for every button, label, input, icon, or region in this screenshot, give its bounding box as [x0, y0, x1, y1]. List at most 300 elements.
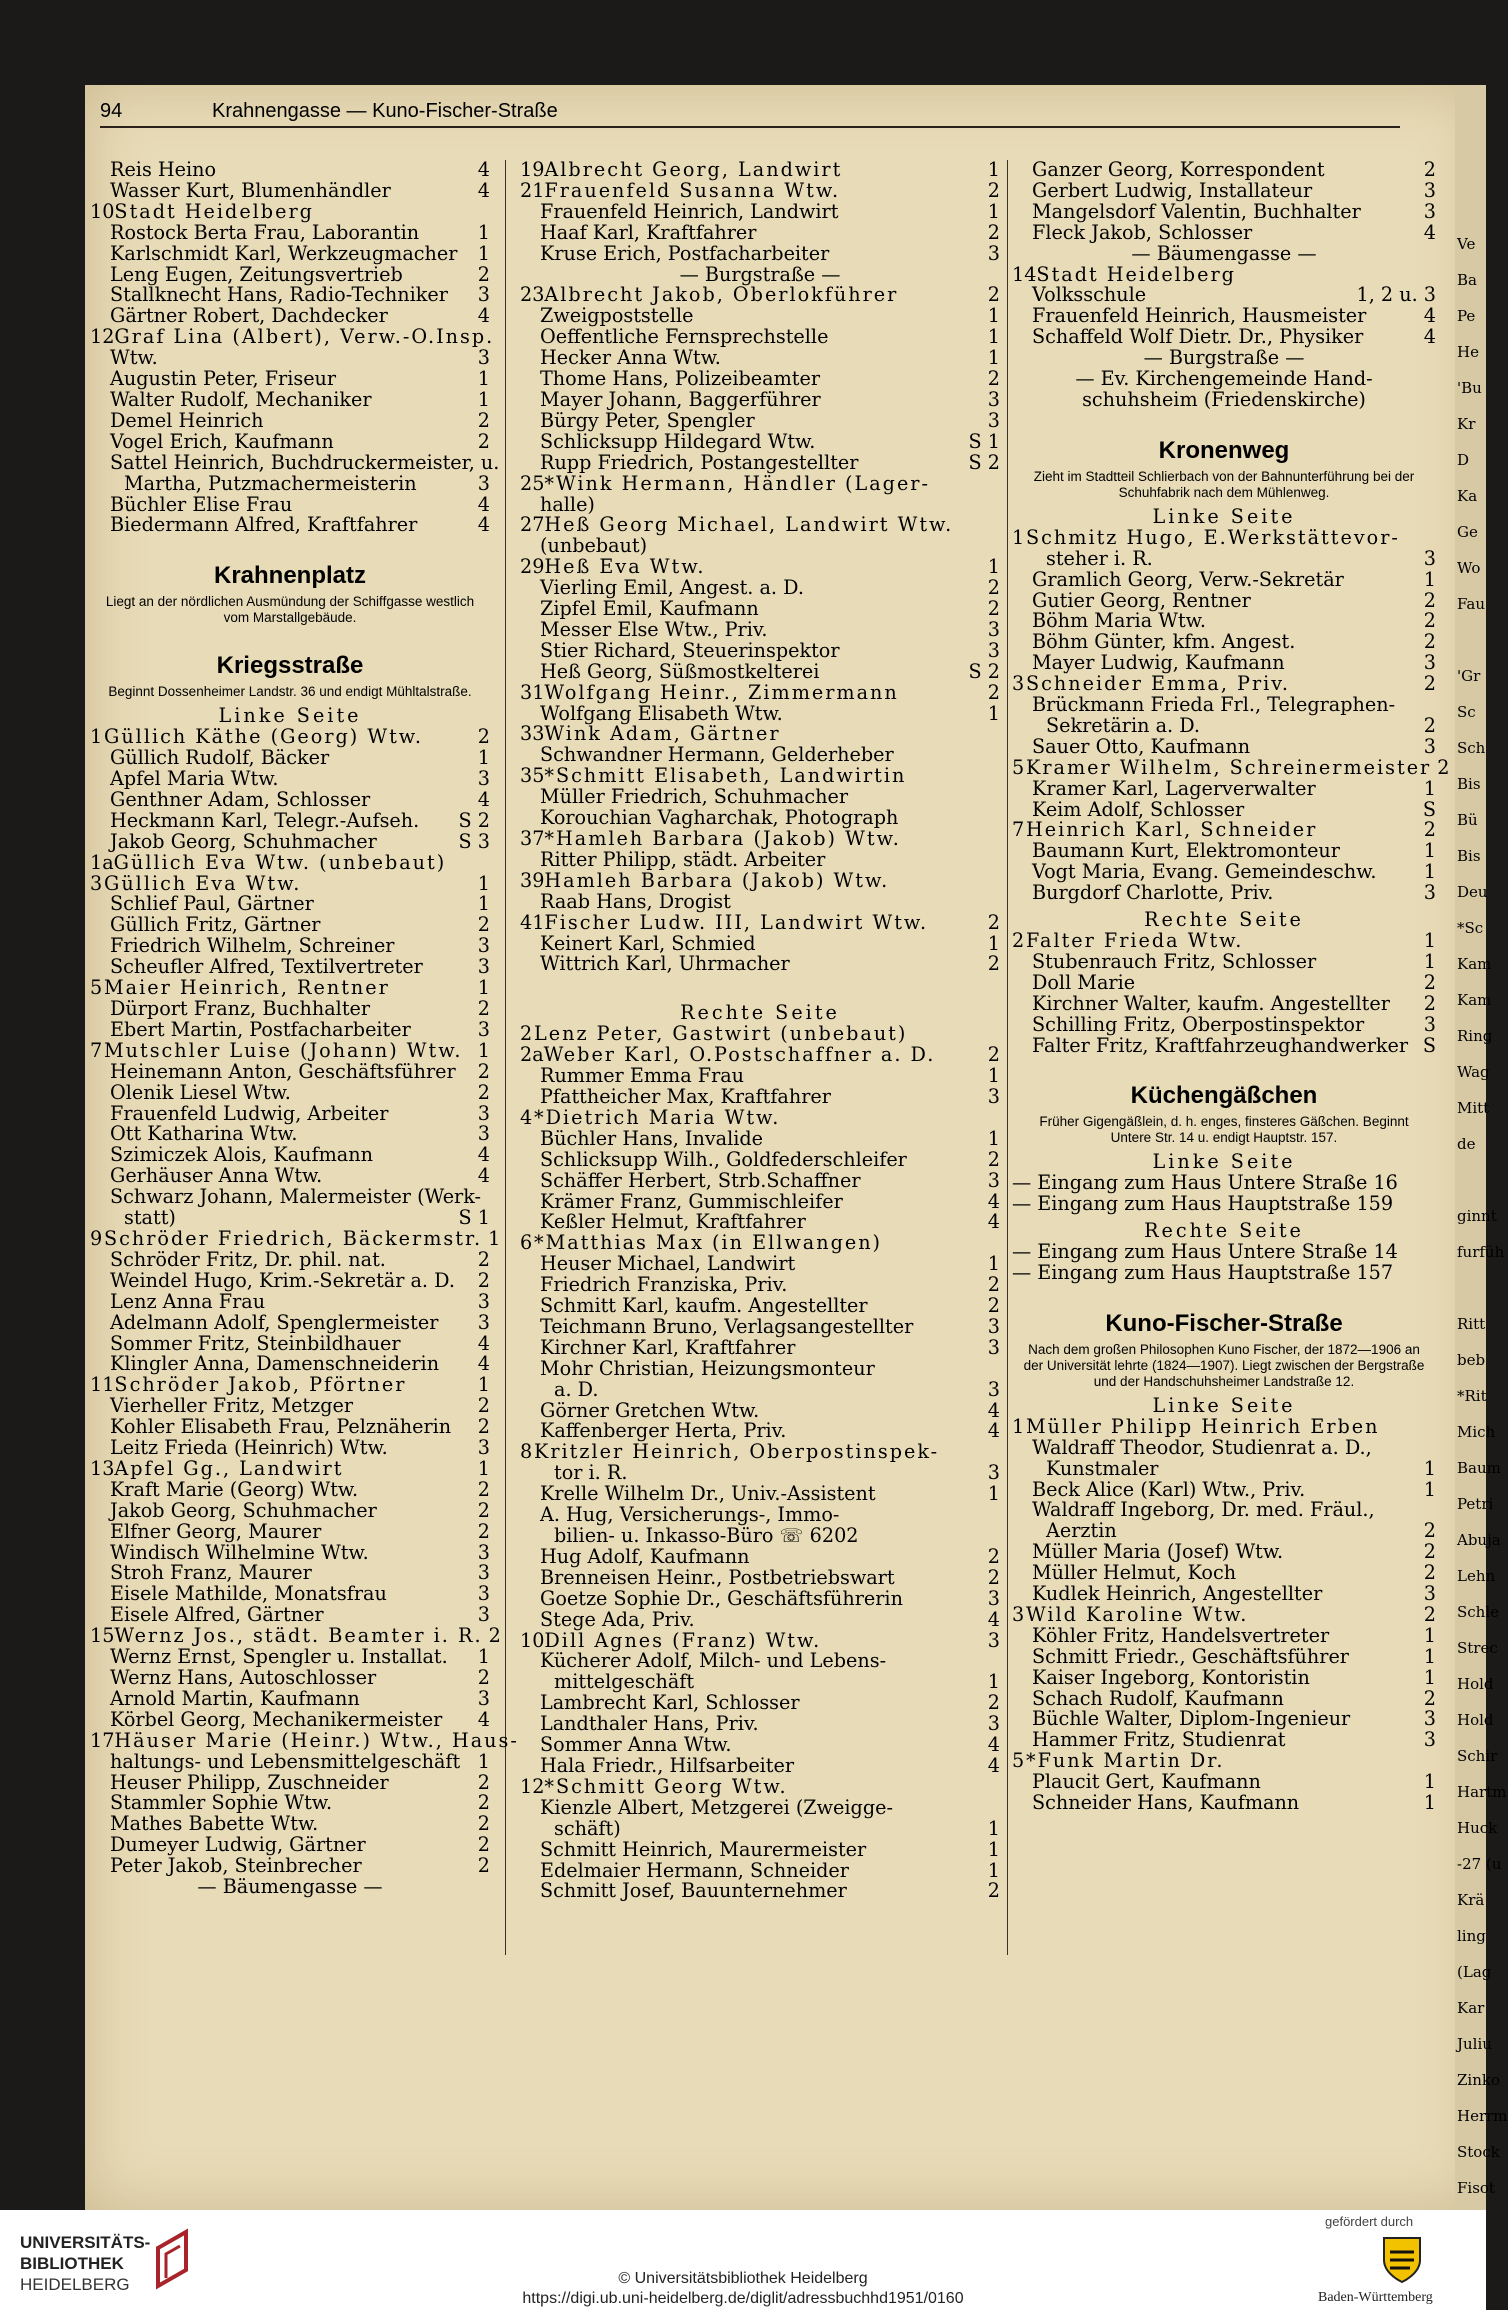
floor-number: 3 [987, 1168, 1000, 1192]
directory-entry [520, 847, 1000, 871]
entry-text: Schäffer Herbert, Strb.Schaffner [540, 1168, 861, 1192]
floor-number: 2 [987, 1147, 1000, 1171]
directory-entry [90, 1498, 490, 1522]
entry-text: Büchler Elise Frau [110, 492, 293, 516]
floor-number: 2 [1423, 1686, 1436, 1710]
directory-entry [520, 1024, 1000, 1045]
entry-text: Heinemann Anton, Geschäftsführer [110, 1059, 456, 1083]
floor-number: 1 [477, 241, 490, 265]
floor-number: 2 [1423, 818, 1436, 842]
entry-text [520, 515, 1000, 536]
directory-entry [1012, 820, 1436, 841]
logo-line: UNIVERSITÄTS- [20, 2233, 151, 2252]
directory-entry [90, 1584, 490, 1605]
directory-entry [90, 1707, 490, 1731]
house-number: 5 [1012, 1749, 1025, 1773]
directory-entry [520, 1084, 1000, 1108]
entry-text: Baumann Kurt, Elektromonteur [1032, 839, 1340, 863]
floor-number: 2 [987, 1565, 1000, 1589]
coat-of-arms-icon [1380, 2234, 1424, 2284]
adjacent-text-fragment: Abuja [1457, 1531, 1501, 1549]
floor-number: 1 [1423, 1477, 1436, 1501]
adjacent-page-edge [1455, 85, 1508, 2210]
floor-number: 1 [987, 199, 1000, 223]
directory-entry [1012, 306, 1436, 327]
directory-entry [520, 1735, 1000, 1756]
entry-text: Dumeyer Ludwig, Gärtner [110, 1833, 366, 1857]
directory-entry [520, 954, 1000, 975]
directory-entry [90, 1540, 490, 1564]
directory-entry [1012, 327, 1436, 348]
directory-entry [90, 1289, 490, 1313]
floor-number: 1 [1423, 1770, 1436, 1794]
floor-number: 2 [477, 913, 490, 937]
directory-entry [90, 894, 490, 915]
entry-text [90, 850, 490, 874]
directory-entry [1012, 199, 1436, 223]
directory-entry [520, 578, 1000, 599]
directory-entry [90, 285, 490, 306]
floor-number: 2 [1423, 1561, 1436, 1585]
copyright-notice: © Universitätsbibliothek Heidelberg [618, 2270, 868, 2287]
floor-number: S 2 [968, 450, 1000, 474]
entry-text [520, 766, 1000, 787]
house-number: 4 [520, 1105, 533, 1129]
entry-text: Krämer Franz, Gummischleifer [540, 1189, 843, 1213]
entry-text: Stier Richard, Steuerinspektor [540, 638, 840, 662]
entry-text: Mangelsdorf Valentin, Buchhalter [1032, 199, 1361, 223]
entry-text: Leitz Frieda (Heinrich) Wtw. [110, 1436, 388, 1460]
directory-entry [520, 557, 1000, 578]
floor-number: 4 [477, 787, 490, 811]
floor-number: 1 [987, 1482, 1000, 1506]
spacer [520, 975, 1000, 997]
cross-street: — Bäumengasse — [197, 1875, 383, 1899]
floor-number: 1 [1423, 1623, 1436, 1647]
entry-text: Güllich Fritz, Gärtner [110, 913, 321, 937]
entry-text: Ritter Philipp, städt. Arbeiter [540, 847, 826, 871]
floor-number: S 2 [968, 659, 1000, 683]
entry-text: Körbel Georg, Mechanikermeister [110, 1707, 443, 1731]
directory-entry [520, 1147, 1000, 1171]
directory-entry [1012, 262, 1436, 286]
floor-number: 2 [477, 1519, 490, 1543]
adjacent-text-fragment: Mitt [1457, 1099, 1490, 1117]
entry-text: Teichmann Bruno, Verlagsangestellter [540, 1314, 914, 1338]
directory-entry [1012, 611, 1436, 632]
entry-text: A. Hug, Versicherungs-, Immo- [540, 1503, 840, 1527]
floor-number: 3 [477, 1561, 490, 1585]
floor-number: 3 [477, 1289, 490, 1313]
floor-number: 1 [987, 158, 1000, 181]
owner-name: Häuser Marie (Heinr.) Wtw., Haus- [114, 1728, 519, 1752]
entry-text [1012, 755, 1432, 779]
directory-entry [520, 327, 1000, 348]
floor-number: 3 [1423, 546, 1436, 570]
owner-name: Dill Agnes (Franz) Wtw. [544, 1628, 822, 1652]
owner-name: Schröder Jakob, Pförtner [114, 1373, 407, 1397]
entry-text [520, 557, 982, 578]
directory-entry [1012, 776, 1436, 800]
directory-entry [520, 1565, 1000, 1589]
floor-number: 2 [477, 429, 490, 453]
floor-number: 2 [987, 910, 1000, 934]
entry-text: Edelmaier Hermann, Schneider [540, 1858, 849, 1882]
floor-number: 4 [477, 304, 490, 328]
directory-entry [520, 889, 1000, 913]
side-heading: Linke Seite [218, 704, 362, 728]
floor-number: 2 [987, 1273, 1000, 1297]
owner-name: Schmitz Hugo, E.Werkstättevor- [1026, 525, 1400, 549]
house-number: 15 [90, 1624, 115, 1648]
house-number: 11 [90, 1373, 115, 1397]
entry-text: Heckmann Karl, Telegr.-Aufseh. [110, 808, 420, 832]
directory-entry [520, 1672, 1000, 1693]
floor-number: 2 [1423, 713, 1436, 737]
adjacent-text-fragment: Petri [1457, 1495, 1494, 1513]
entry-text: Jakob Georg, Schuhmacher [110, 1498, 377, 1522]
owner-name: Stadt Heidelberg [1036, 262, 1236, 286]
house-number: 3 [1012, 1602, 1025, 1626]
floor-number: 4 [1423, 220, 1436, 244]
entry-text [1012, 1414, 1436, 1438]
directory-entry [90, 1686, 490, 1710]
floor-number: 2 [1423, 672, 1436, 696]
entry-text [520, 1628, 982, 1652]
entry-text: Fleck Jakob, Schlosser [1032, 220, 1253, 244]
floor-number: 3 [1423, 1707, 1436, 1731]
directory-entry [90, 160, 490, 181]
adjacent-text-fragment: Zinko [1457, 2071, 1501, 2089]
street-description: Früher Gigengäßlein, d. h. enges, finsteres Gäßchen. Beginnt Untere Str. 14 u. endigt Hauptstr. 157. [1039, 1114, 1409, 1146]
floor-number: 1 [987, 701, 1000, 725]
directory-entry [90, 871, 490, 895]
directory-entry [90, 1835, 490, 1856]
entry-text [520, 829, 1000, 850]
entry-text: Kraft Marie (Georg) Wtw. [110, 1477, 359, 1501]
directory-entry [1012, 1542, 1436, 1563]
entry-text: Volksschule [1032, 283, 1147, 307]
house-number: 39 [520, 868, 545, 892]
directory-entry [90, 1668, 490, 1689]
entry-text: Müller Helmut, Koch [1032, 1561, 1237, 1585]
entry-text: Mohr Christian, Heizungsmonteur [540, 1356, 875, 1380]
directory-entry [1012, 1751, 1436, 1772]
directory-entry [90, 178, 490, 202]
floor-number: 2 [477, 1833, 490, 1857]
directory-entry [1012, 841, 1436, 862]
directory-entry [520, 1753, 1000, 1777]
header-rule [100, 126, 1400, 128]
directory-entry [90, 369, 490, 390]
owner-name: Kramer Wilhelm, Schreinermeister [1026, 755, 1432, 779]
street-description: Nach dem großen Philosophen Kuno Fischer, der 1872—1906 an der Universität lehrte (1824—1907). Liegt zwischen der Bergstraße und der Handschuhsheimer Landstraße 12. [1023, 1341, 1425, 1389]
entry-text: Apfel Maria Wtw. [110, 767, 279, 791]
entry-text: Frauenfeld Heinrich, Hausmeister [1032, 304, 1367, 328]
floor-number: 2 [1423, 1519, 1436, 1543]
owner-name: Frauenfeld Susanna Wtw. [544, 178, 841, 202]
house-number: 1 [90, 725, 103, 749]
entry-text: (unbebaut) [540, 534, 648, 558]
entry-text: Oeffentliche Fernsprechstelle [540, 325, 829, 349]
floor-number: 1 [987, 1252, 1000, 1276]
directory-entry [520, 492, 1000, 516]
floor-number: 2 [987, 283, 1000, 307]
entry-text: Plaucit Gert, Kaufmann [1032, 1770, 1261, 1794]
floor-number: 2 [1437, 755, 1450, 779]
directory-entry [520, 1105, 1000, 1129]
entry-text: Adelmann Adolf, Spenglermeister [110, 1310, 439, 1334]
directory-entry [520, 787, 1000, 808]
entry-text [90, 1728, 519, 1752]
directory-entry [520, 408, 1000, 432]
owner-name: Albrecht Jakob, Oberlokführer [544, 283, 899, 307]
entry-text: Vogel Erich, Kaufmann [110, 429, 334, 453]
floor-number: 4 [987, 1398, 1000, 1422]
cross-street: — Ev. Kirchengemeinde Hand- [1075, 367, 1373, 391]
floor-number: 3 [987, 1314, 1000, 1338]
entry-text [520, 471, 1000, 495]
directory-entry [520, 1586, 1000, 1610]
owner-name: *Hamleh Barbara (Jakob) Wtw. [544, 827, 901, 850]
directory-entry [90, 262, 490, 286]
entry-text: Hammer Fritz, Studienrat [1032, 1728, 1286, 1752]
floor-number: 3 [477, 1310, 490, 1334]
owner-name: Kritzler Heinrich, Oberpostinspek- [534, 1440, 940, 1464]
entry-text: Schlief Paul, Gärtner [110, 892, 314, 916]
directory-entry [520, 1442, 1000, 1463]
adjacent-text-fragment: Kar [1457, 1999, 1485, 2017]
entry-text [520, 1024, 1000, 1045]
entry-text: Büchle Walter, Diplom-Ingenieur [1032, 1707, 1351, 1731]
directory-entry [1012, 949, 1436, 973]
directory-entry [90, 1647, 490, 1668]
floor-number: 2 [477, 1770, 490, 1794]
adjacent-text-fragment: Fisot [1457, 2179, 1495, 2197]
entry-text: Böhm Maria Wtw. [1032, 609, 1206, 633]
entry-text: Wernz Hans, Autoschlosser [110, 1666, 377, 1689]
directory-entry [1012, 1435, 1436, 1459]
entry-text: Köhler Fritz, Handelsvertreter [1032, 1623, 1330, 1647]
house-number: 1a [90, 850, 114, 874]
floor-number: 4 [477, 1164, 490, 1188]
house-number: 12 [90, 325, 115, 349]
directory-entry [1012, 931, 1436, 952]
floor-number: 4 [987, 1419, 1000, 1443]
directory-entry [90, 1354, 490, 1375]
directory-entry [520, 1377, 1000, 1401]
entry-text: Klingler Anna, Damenschneiderin [110, 1352, 440, 1376]
directory-entry [520, 1837, 1000, 1861]
entry-text: Peter Jakob, Steinbrecher [110, 1854, 362, 1878]
floor-number: 2 [1423, 609, 1436, 633]
entry-text [520, 285, 982, 306]
floor-number: 1 [1423, 839, 1436, 863]
directory-entry [90, 1017, 490, 1041]
directory-entry [520, 745, 1000, 766]
floor-number: 4 [477, 492, 490, 516]
house-number: 35 [520, 764, 545, 788]
entry-text [520, 178, 982, 202]
directory-entry [520, 829, 1000, 850]
directory-entry [520, 1045, 1000, 1066]
directory-entry [90, 429, 490, 453]
floor-number: 1 [1423, 1665, 1436, 1689]
entry-text: Beck Alice (Karl) Wtw., Priv. [1032, 1477, 1306, 1501]
floor-number: 4 [987, 1607, 1000, 1631]
adjacent-text-fragment: 'Gr [1457, 667, 1481, 685]
entry-text: Aerztin [1046, 1519, 1117, 1543]
directory-entry [1012, 525, 1436, 549]
floor-number: S 1 [458, 1206, 490, 1230]
column-rule [1007, 160, 1008, 1955]
entry-text: Mayer Johann, Baggerführer [540, 387, 821, 411]
entry-text: Rostock Berta Frau, Laborantin [110, 220, 420, 244]
directory-entry [520, 1275, 1000, 1296]
owner-name: *Schmitt Georg Wtw. [544, 1774, 788, 1798]
floor-number: 4 [477, 178, 490, 202]
adjacent-text-fragment: Ge [1457, 523, 1478, 541]
house-number: 1 [1012, 1414, 1025, 1438]
floor-number: 3 [987, 638, 1000, 662]
house-number: 1 [1012, 525, 1025, 549]
entry-text: Gerbert Ludwig, Installateur [1032, 178, 1313, 202]
entry-text [90, 1038, 472, 1062]
house-number: 9 [90, 1226, 103, 1250]
entry-text: Görner Gretchen Wtw. [540, 1398, 760, 1422]
floor-number: 4 [987, 1753, 1000, 1777]
entry-text: steher i. R. [1046, 546, 1153, 570]
floor-number: 3 [477, 767, 490, 791]
owner-name: Schneider Emma, Priv. [1026, 672, 1290, 696]
entry-text: Weindel Hugo, Krim.-Sekretär a. D. [110, 1268, 455, 1292]
owner-name: Schröder Friedrich, Bäckermstr. [104, 1226, 483, 1250]
directory-entry [1012, 1500, 1436, 1521]
entry-text [520, 868, 1000, 892]
floor-number: 2 [477, 1477, 490, 1501]
entry-text: Friedrich Wilhelm, Schreiner [110, 934, 395, 958]
adjacent-text-fragment: Ka [1457, 487, 1478, 505]
directory-entry [1012, 1584, 1436, 1605]
entry-text [520, 724, 1000, 745]
directory-entry [90, 1038, 490, 1062]
floor-number: 2 [987, 952, 1000, 976]
entry-text: Kramer Karl, Lagerverwalter [1032, 776, 1316, 800]
entry-text: Szimiczek Alois, Kaufmann [110, 1143, 373, 1167]
side-heading: Rechte Seite [680, 1001, 840, 1025]
adjacent-text-fragment: Strec [1457, 1639, 1498, 1657]
entry-text: Heuser Philipp, Zuschneider [110, 1770, 389, 1794]
directory-entry [90, 325, 495, 349]
viewer-footer [0, 2210, 1486, 2310]
directory-entry [1012, 1414, 1436, 1438]
adjacent-text-fragment: *Sc [1457, 919, 1484, 937]
floor-number: 2 [987, 1544, 1000, 1568]
column-right [1012, 158, 1450, 1815]
entry-text: Eisele Mathilde, Monatsfrau [110, 1582, 387, 1606]
entry-text: schäft) [554, 1816, 621, 1840]
floor-number: 3 [477, 471, 490, 495]
floor-number: 3 [987, 1586, 1000, 1610]
entry-text: Demel Heinrich [110, 408, 264, 432]
entry-text: Frauenfeld Heinrich, Landwirt [540, 199, 839, 223]
floor-number: 3 [477, 1603, 490, 1627]
floor-number: 2 [477, 1080, 490, 1104]
floor-number: 3 [477, 1436, 490, 1460]
entry-text: Schmitt Karl, kaufm. Angestellter [540, 1294, 868, 1318]
entry-text: Stallknecht Hans, Radio-Techniker [110, 283, 448, 307]
entry-text: Biedermann Alfred, Kraftfahrer [110, 513, 418, 537]
directory-entry [1012, 1456, 1436, 1480]
adjacent-text-fragment: D [1457, 451, 1470, 469]
directory-entry [1012, 1033, 1436, 1057]
floor-number: 1 [987, 1126, 1000, 1150]
entry-text: Heß Georg, Süßmostkelterei [540, 659, 820, 683]
owner-name: Albrecht Georg, Landwirt [544, 158, 843, 181]
floor-number: 2 [477, 1812, 490, 1836]
entry-text: Karlschmidt Karl, Werkzeugmacher [110, 241, 458, 265]
adjacent-text-fragment: Stock [1457, 2143, 1500, 2161]
entry-text [520, 1774, 1000, 1798]
column-middle [520, 160, 1000, 1902]
adjacent-text-fragment: Ritt [1457, 1315, 1486, 1333]
owner-name: Apfel Gg., Landwirt [114, 1456, 344, 1480]
directory-entry [1012, 588, 1436, 612]
entry-text: Stammler Sophie Wtw. [110, 1791, 333, 1815]
entry-text: Stubenrauch Fritz, Schlosser [1032, 949, 1317, 973]
entry-text: mittelgeschäft [554, 1670, 695, 1694]
floor-number: 2 [477, 1791, 490, 1815]
entry-text: Heuser Michael, Landwirt [540, 1252, 796, 1276]
entry-text: Wolfgang Elisabeth Wtw. [540, 701, 783, 725]
adjacent-text-fragment: Deu [1457, 883, 1488, 901]
floor-number: 4 [477, 158, 490, 181]
directory-entry [90, 1166, 490, 1187]
entry-text: Burgdorf Charlotte, Priv. [1032, 881, 1274, 905]
directory-entry [1012, 1173, 1436, 1194]
owner-name: Heinrich Karl, Schneider [1026, 818, 1318, 842]
cross-street: — Bäumengasse — [1131, 241, 1317, 265]
owner-name: *Funk Martin Dr. [1026, 1749, 1225, 1773]
directory-entry [1012, 178, 1436, 202]
entry-text: Raab Hans, Drogist [540, 889, 731, 913]
entry-text: Schröder Fritz, Dr. phil. nat. [110, 1247, 386, 1271]
entry-text: tor i. R. [554, 1461, 628, 1485]
entry-text: a. D. [554, 1377, 599, 1401]
directory-entry [90, 1770, 490, 1794]
directory-entry [90, 241, 490, 265]
floor-number: 1 [477, 387, 490, 411]
adjacent-text-fragment: Hold [1457, 1675, 1494, 1693]
entry-text: Brenneisen Heinr., Postbetriebswart [540, 1565, 895, 1589]
directory-entry [520, 387, 1000, 411]
house-number: 29 [520, 555, 545, 579]
directory-entry [520, 1505, 1000, 1526]
entry-text: Waldraff Ingeborg, Dr. med. Fräul., [1032, 1498, 1375, 1522]
floor-number: 3 [987, 408, 1000, 432]
directory-entry [520, 868, 1000, 892]
entry-text: Frauenfeld Ludwig, Arbeiter [110, 1101, 389, 1125]
street-heading: Kriegsstraße [216, 652, 364, 680]
floor-number: 2 [477, 1059, 490, 1083]
house-number: 2 [1012, 929, 1025, 952]
adjacent-text-fragment: Wag [1457, 1063, 1490, 1081]
floor-number: 1 [488, 1226, 501, 1250]
directory-entry [90, 769, 490, 790]
entry-text: Brückmann Frieda Frl., Telegraphen- [1032, 693, 1396, 717]
permalink[interactable]: https://digi.ub.uni-heidelberg.de/diglit/adressbuchhd1951/0160 [522, 2290, 964, 2307]
entry-text: Schmitt Heinrich, Maurermeister [540, 1837, 867, 1861]
